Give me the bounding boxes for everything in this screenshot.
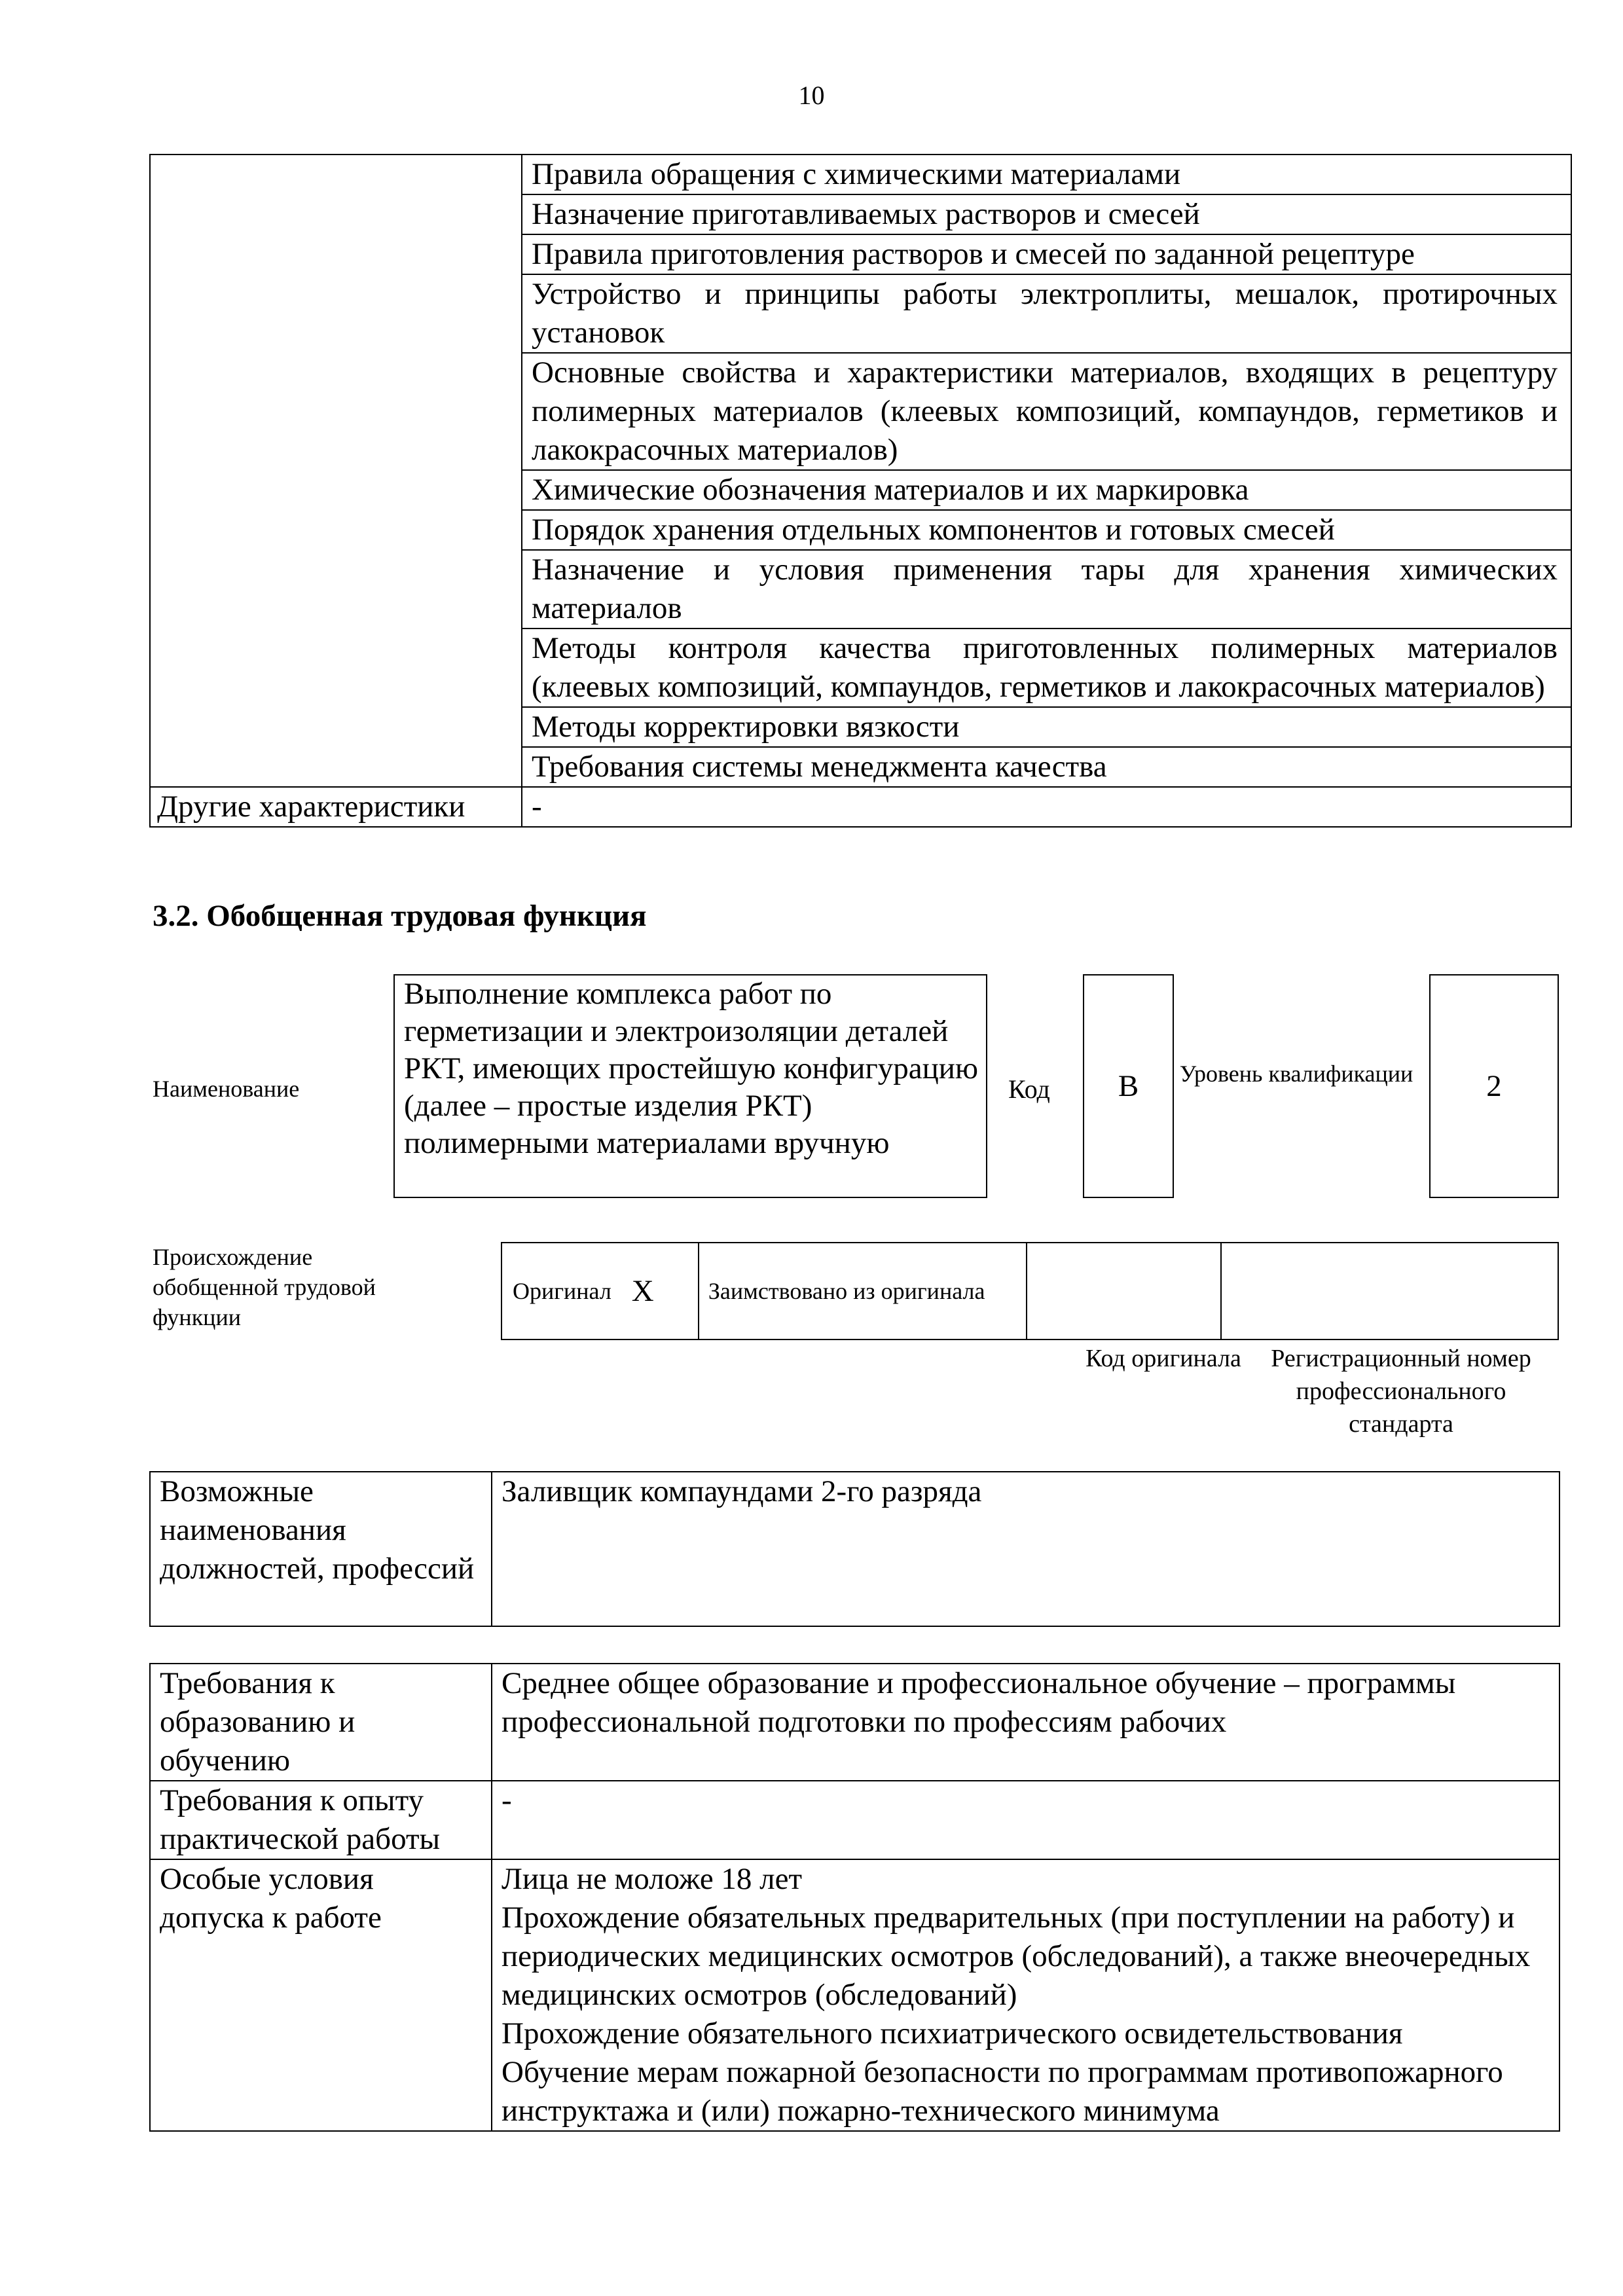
original-code-cell bbox=[1027, 1243, 1222, 1339]
table-row bbox=[150, 1859, 1559, 2131]
education-value: Среднее общее образование и профессиональное обучение – программы профессиональной подготовки по профессиям рабочих bbox=[492, 1664, 1559, 1781]
original-label: Оригинал bbox=[501, 1243, 631, 1339]
knowledge-item: Основные свойства и характеристики материалов, входящих в рецептуру полимерных материалов (клеевых композиций, компаундов, герметиков и лакокрасочных материалов) bbox=[522, 353, 1571, 470]
admission-line: Прохождение обязательного психиатрического освидетельствования bbox=[501, 2016, 1403, 2050]
function-name-box: Выполнение комплекса работ по герметизации и электроизоляции деталей РКТ, имеющих простейшую конфигурацию (далее – простые изделия РКТ) полимерными материалами вручную bbox=[393, 974, 987, 1198]
education-label: Требования к образованию и обучению bbox=[150, 1664, 492, 1781]
qualification-level-label: Уровень квалификации bbox=[1179, 1061, 1413, 1087]
requirements-table bbox=[149, 1663, 1560, 2132]
origin-table bbox=[501, 1242, 1559, 1340]
table-row bbox=[150, 787, 1571, 827]
knowledge-item: Назначение приготавливаемых растворов и смесей bbox=[522, 194, 1571, 234]
table-row bbox=[501, 1243, 1558, 1339]
reg-number-caption: Регистрационный номер профессионального стандарта bbox=[1271, 1345, 1531, 1438]
table-row bbox=[150, 1664, 1559, 1781]
positions-table bbox=[149, 1471, 1560, 1627]
positions-value: Заливщик компаундами 2-го разряда bbox=[492, 1472, 1559, 1626]
admission-line: Прохождение обязательных предварительных (при поступлении на работу) и периодических медицинских осмотров (обследований), а также внеочередных медицинских осмотров (обследований) bbox=[501, 1901, 1531, 2012]
knowledge-item: Порядок хранения отдельных компонентов и готовых смесей bbox=[522, 510, 1571, 550]
table-row bbox=[150, 1781, 1559, 1859]
knowledge-table bbox=[149, 154, 1572, 828]
table-row bbox=[150, 1472, 1559, 1626]
borrowed-label: Заимствовано из оригинала bbox=[699, 1243, 1027, 1339]
admission-value bbox=[492, 1859, 1559, 2131]
table-row bbox=[150, 155, 1571, 194]
origin-label: Происхождение обобщенной трудовой функции bbox=[153, 1244, 376, 1330]
admission-line: Обучение мерам пожарной безопасности по программам противопожарного инструктажа и (или) пожарно-технического минимума bbox=[501, 2055, 1503, 2128]
experience-label: Требования к опыту практической работы bbox=[150, 1781, 492, 1859]
code-value-box: B bbox=[1083, 974, 1174, 1198]
knowledge-item: Методы контроля качества приготовленных полимерных материалов (клеевых композиций, компаундов, герметиков и лакокрасочных материалов) bbox=[522, 629, 1571, 707]
admission-line: Лица не моложе 18 лет bbox=[501, 1862, 803, 1896]
positions-label: Возможные наименования должностей, профессий bbox=[150, 1472, 492, 1626]
knowledge-item: Методы корректировки вязкости bbox=[522, 707, 1571, 747]
qualification-level-box: 2 bbox=[1429, 974, 1559, 1198]
other-characteristics-value: - bbox=[522, 787, 1571, 827]
experience-value: - bbox=[492, 1781, 1559, 1859]
original-code-caption: Код оригинала bbox=[1085, 1345, 1241, 1372]
knowledge-item: Требования системы менеджмента качества bbox=[522, 747, 1571, 787]
knowledge-item: Назначение и условия применения тары для хранения химических материалов bbox=[522, 550, 1571, 629]
knowledge-item: Устройство и принципы работы электроплиты, мешалок, протирочных установок bbox=[522, 274, 1571, 353]
page-number: 10 bbox=[798, 81, 825, 110]
knowledge-item: Правила приготовления растворов и смесей по заданной рецептуре bbox=[522, 234, 1571, 274]
admission-label: Особые условия допуска к работе bbox=[150, 1859, 492, 2131]
reg-number-cell bbox=[1221, 1243, 1558, 1339]
knowledge-item: Химические обозначения материалов и их маркировка bbox=[522, 470, 1571, 510]
original-mark: X bbox=[631, 1243, 699, 1339]
code-label: Код bbox=[1008, 1074, 1050, 1104]
other-characteristics-label: Другие характеристики bbox=[150, 787, 522, 827]
empty-lead-cell bbox=[150, 155, 522, 787]
section-heading: 3.2. Обобщенная трудовая функция bbox=[153, 899, 647, 933]
name-label: Наименование bbox=[153, 1076, 300, 1102]
knowledge-item: Правила обращения с химическими материалами bbox=[522, 155, 1571, 194]
